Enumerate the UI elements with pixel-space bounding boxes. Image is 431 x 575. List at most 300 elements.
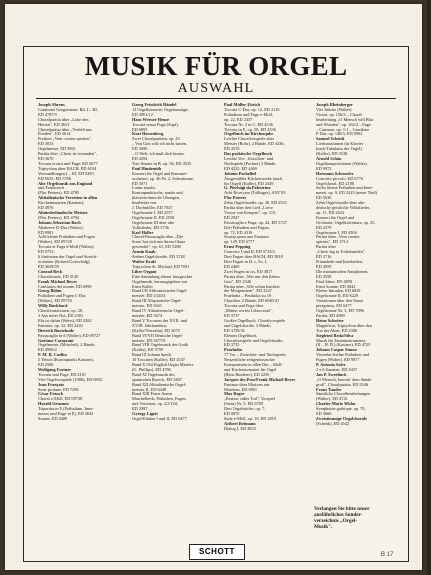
work-line: Drei Orgelstücke, op. 7,: [224, 407, 266, 412]
work-line: ED 3729/31: [224, 328, 245, 333]
work-line: Choralvariationen, op. 28,: [38, 309, 83, 314]
composer-name: Ernst Pepping: [224, 244, 251, 250]
work-line: ED 2279: [316, 225, 332, 230]
catalog-entry: [316, 348, 396, 363]
work-line: Partita über „Christ ist erstanden",: [38, 152, 97, 157]
catalog-entry: [316, 172, 396, 319]
work-line: ED 4959: [316, 264, 332, 269]
composer-name: Willy Burkhard: [38, 303, 68, 309]
work-line: (Schenk), ED 4542: [316, 421, 350, 426]
work-line: Musik für Tasteninstrumente: [316, 338, 366, 343]
work-line: meister, ED 3677/8: [132, 338, 166, 343]
work-line: Toccata et Fuga d-Moll (Walter),: [38, 245, 95, 250]
work-line: „O Mensch, bewein' dein Sünde: [316, 377, 372, 382]
work-line: Die marianischen Antiphonen,: [316, 269, 369, 274]
composer-name: Johann Sebastian Bach: [38, 219, 81, 225]
work-line: (II – H. D.) (Kastner), ED 4725: [316, 343, 371, 348]
catalog-entry: [38, 103, 118, 182]
catalog-entry: [132, 103, 212, 118]
work-line: Passacaglia e Fuga, op. 42, ED 3727: [224, 220, 287, 225]
work-line: groß", Choralpartita, ED 5546: [316, 382, 368, 387]
work-line: op. 22, ED 2337: [224, 117, 253, 122]
work-line: Kirchentonarten (Kastner),: [38, 201, 85, 206]
work-line: Maichelbeck, Präludien, Fugen: [132, 397, 186, 402]
work-line: Sieben Orgelchoräle, ED 3728: [132, 255, 185, 260]
work-line: Orgelsonate III über alte: [132, 220, 175, 225]
work-line: (G. Phillips), ED 4786: [132, 367, 171, 372]
composer-name: Alte Orgelmusik aus England: [38, 180, 93, 186]
composer-name: Altitalienische Versetten in allen: [38, 195, 98, 201]
catalog-entry: [316, 137, 396, 157]
composer-name: Frank Michael Beyer: [38, 278, 78, 284]
work-line: ED 5635, ED 5768: [38, 176, 71, 181]
catalog-entry: [224, 392, 304, 421]
work-line: Sonn' hat sich mit ihrem Glanz: [132, 240, 186, 245]
catalog-entry: [224, 422, 304, 432]
work-line: Orgelsonate I, ED 2557: [132, 210, 173, 215]
work-line: Neuzeitliche zeitgenössischer: [224, 358, 275, 363]
composer-name: Jacques des Prez/Frank Michael Beyer: [224, 376, 296, 382]
composer-name: Arnold Schön: [316, 155, 342, 161]
notice-line: Verlangen Sie bitte unser: [314, 506, 370, 512]
composer-name: Jan P. Sweelinck: [316, 371, 347, 377]
work-line: Ausgewählte Kirchenwerke (auch: [224, 176, 283, 181]
work-line: (Stein) Nr. 5, ED 6769: [224, 402, 263, 407]
composer-name: Harald Genzmer: [38, 401, 70, 407]
work-line: Drei Präludien und Fugen,: [224, 225, 270, 230]
work-line: Herren", ED 3613: [38, 122, 70, 127]
work-line: „Komm, süßer Tod", Vorspiel: [224, 397, 275, 402]
work-line: Concerto piccolo, ED 6776: [316, 176, 364, 181]
composer-name: Paul Müller-Zürich: [224, 102, 261, 107]
composer-name: Samuel Scheidt: [316, 136, 345, 142]
work-line: meister II, ED 6448: [132, 387, 167, 392]
work-line: Allabreve D-Dur (Walter),: [38, 225, 84, 230]
notice-line: ausführliches Sonder-: [314, 512, 363, 518]
work-line: Ludus tonalis: [132, 186, 156, 191]
catalog-entry: [224, 152, 304, 172]
work-line: „Christ lag in Todesbanden",: [316, 250, 366, 255]
composer-name: Liber Organi: [132, 268, 157, 274]
work-line: Symphonie gothique, op. 70,: [316, 407, 366, 412]
work-line: op. 129, ED 6777: [224, 240, 255, 245]
notice-line: verzeichnis „Orgel-: [314, 518, 358, 524]
work-line: ED 9972: [316, 166, 332, 171]
composer-name: César Franck: [38, 391, 64, 397]
work-line: Meister (Rohr), 2 Bände, ED 4336,: [224, 142, 285, 147]
work-line: Ehr ist dahin (Weiss), ED 2382: [38, 318, 92, 323]
work-line: Partita über den Lied „Lieve: [224, 206, 273, 211]
work-line: 6 Sinfonien der Orgel und Streich-: [38, 255, 98, 260]
composer-name: Flor Peeters: [224, 195, 247, 201]
catalog-entry: [316, 103, 396, 137]
composer-name: Kurt Hessenberg: [132, 131, 164, 137]
work-line: der Morgenstern", ED 2247: [224, 289, 272, 294]
work-line: klaviertechnische Übungen,: [132, 196, 180, 201]
catalog-entry: [316, 334, 396, 349]
composer-name: Johann Caspar Simon: [316, 347, 357, 353]
work-line: ED 4570: [224, 147, 240, 152]
work-line: (Kaller), ED 3538: [316, 152, 348, 157]
composer-name: Joseph Rheinberger: [316, 102, 353, 107]
composer-name: Orgelbuch im Kirchenjahr: [224, 131, 274, 137]
work-line: Sonate, ED 4489: [38, 417, 68, 421]
work-line: ED 9981: [38, 230, 54, 235]
work-line: Toccata senza Fuga (Zapf),: [132, 122, 179, 127]
work-line: Choral a-Moll, ED 09738: [38, 397, 83, 402]
work-line: Orgel-Etüden I und II, ED 6477: [132, 417, 187, 421]
catalog-entry: [224, 196, 304, 245]
catalog-page: [5, 4, 422, 570]
catalog-entry: [132, 167, 212, 231]
work-line: Präludium und Fuge e-Moll,: [224, 112, 273, 117]
work-line: Choralpartita über „Lobe den: [38, 117, 89, 122]
work-line: ED 0970: [224, 412, 240, 417]
work-line: 10 Toccaten (Kaller), ED 4537: [132, 358, 185, 363]
work-line: Zehn Orgelchoräle, op. 39, ED 2533: [224, 201, 287, 206]
notice-line: Musik".: [314, 524, 333, 530]
composer-name: Gaetano Corazzani: [38, 337, 74, 343]
work-line: ED 3658/59: [38, 264, 59, 269]
composer-name: Joseph Ahrens: [38, 102, 65, 107]
composer-name: G. Pierluigi da Palestrina: [224, 185, 271, 191]
page-number: B 17: [381, 552, 394, 558]
work-line: ED 5636: [316, 196, 332, 201]
work-line: Fantasie über Motiven aus: [224, 382, 270, 387]
work-line: deutsche geistliche Volkslieder,: [316, 206, 370, 211]
composer-name: Paul Hindemith: [132, 165, 162, 171]
work-line: Band IX Johann Speth,: [132, 353, 172, 358]
catalog-entry: [132, 231, 212, 251]
catalog-request-notice: [314, 506, 398, 538]
work-line: (Flor Peeters), ED 4785: [38, 191, 80, 196]
work-line: Präambeln und Interludien,: [316, 260, 363, 264]
work-line: (Kaller/Vierzehn), ED 3675: [132, 328, 180, 333]
composer-name: Aribert Reimann: [224, 420, 256, 426]
work-line: Präludien und Fugen C-Dur: [38, 294, 86, 299]
work-line: Kleine Intraden, ED 6829: [316, 289, 361, 294]
work-line: Toccata und Fuge über: [224, 304, 264, 309]
work-line: Suite profane, ED 7296: [38, 387, 79, 392]
work-line: Zehn Orgelchoräle über alte-: [316, 201, 366, 206]
work-line: Partita, ED 4989: [316, 313, 345, 318]
composer-name: Franz Tunder: [316, 386, 342, 392]
work-line: Konzert für Orgel und: [316, 215, 355, 220]
work-line: Ernst Kaller: [132, 284, 153, 289]
catalog-entry: [316, 157, 396, 172]
work-line: spanischen Barock, ED 5467: [132, 377, 182, 382]
work-line: Acht Ricercare (Tollinger), ANT 83: [224, 191, 286, 196]
work-line: ED 4335, ED 4469: [224, 166, 257, 171]
work-line: Sämtliche Choralbearbeitungen: [316, 392, 371, 397]
work-line: Canciones del monte, ED 6990: [38, 284, 92, 289]
work-line: und Versetten, op. 2/3 Teil,: [132, 402, 179, 407]
work-line: ED 6895: [132, 127, 148, 132]
catalog-entry: [38, 339, 118, 354]
work-line: Leichte Vor-, Zwischen- und: [224, 156, 274, 161]
work-line: bearbeitet von: [132, 201, 157, 206]
catalog-entry: [224, 378, 304, 393]
work-line: Trio-Sonate in B, op. 56, ED 4535: [132, 161, 192, 166]
catalog-entry: [224, 172, 304, 187]
work-line: bearbeitung „O Mensch will Blut: [316, 117, 374, 122]
work-line: 3 Aus tiefer Not, ED 2381: [38, 313, 84, 318]
work-line: meister, ED 2343/4: [132, 294, 166, 299]
work-line: (Walter), ED 4741: [316, 397, 348, 402]
work-line: ED 4294: [132, 156, 148, 161]
work-line: Orgelsonate I, ED 4306: [316, 230, 357, 235]
catalog-entry: [316, 388, 396, 403]
work-line: 5 Tentos (Kontrapunkt Kastner),: [38, 358, 94, 363]
work-line: Konzert für Orgel und Kammer-: [132, 171, 188, 176]
work-line: Choral-Passacaglia über „Die: [132, 235, 183, 240]
catalog-entry: [38, 402, 118, 422]
work-line: und Wunden", op. 162/4 – Fuge: [316, 122, 371, 127]
catalog-entry: [38, 182, 118, 197]
catalog-entry: [224, 103, 304, 132]
work-line: Sechs kleine Präludien und Inter-: [316, 186, 374, 191]
work-line: Triptychon über BACH, ED 6194: [38, 166, 97, 171]
work-line: Band I/II Altfranzösische Orgel-: [132, 289, 188, 294]
composer-name: P. M. R. Coelho: [38, 352, 67, 358]
work-line: ED 3801/12: [132, 112, 153, 117]
work-line: Toccata C-Dur, op. 12, ED 2116: [224, 107, 280, 112]
work-line: Ton der Alten, ED 2380: [316, 328, 358, 333]
work-line: ED 3735: [224, 343, 240, 348]
work-line: Choralsonate, ED 4149: [38, 274, 79, 279]
work-line: Partita über „Wer nur den lieben: [224, 274, 280, 279]
composer-name: Altniederländische Meister: [38, 209, 88, 215]
composer-name: Max Reger: [224, 391, 245, 397]
work-line: Passacaglia in d (Walter), ED 09727: [38, 333, 101, 338]
composer-name: Karl Höller: [132, 229, 154, 235]
work-line: Variationen über den Tonus: [316, 299, 364, 304]
composer-name: György Ligeti: [132, 411, 158, 417]
work-line: XVIII. Jahrhunderts: [132, 323, 167, 328]
page-title: MUSIK FÜR ORGEL: [84, 51, 348, 81]
work-line: Zwei Fugen in cis, ED 3817: [224, 269, 273, 274]
work-line: Sonata quasi una Fantasia: [224, 235, 269, 240]
work-line: Orgelmesse, ED 3861: [38, 147, 76, 152]
work-line: Dialog I, ED 4823: [224, 426, 256, 431]
publisher-logo: SCHOTT: [189, 544, 245, 560]
work-line: Kleines Orgelbuch,: [224, 333, 258, 338]
work-line: J. Dorfmüller, ED 7027: [132, 206, 173, 211]
catalog-column-3: [224, 103, 304, 432]
work-line: ED 4558: [316, 274, 332, 279]
work-line: op. 72, ED 4316: [224, 230, 253, 235]
work-line: Frieden", ED 3614: [38, 132, 71, 137]
work-line: ED 3666: [316, 412, 332, 417]
work-line: Zwei Choralpartiten, op. 43: [132, 137, 180, 142]
work-line: meister, ED 3621: [132, 304, 163, 309]
book-spine-edge: [427, 0, 431, 575]
work-line: orchester, op. 46 Nr. 2, Solostimme,: [132, 176, 194, 181]
work-line: Kontrapunktische, tonale und: [132, 191, 183, 196]
composer-name: Praeludia: [224, 347, 242, 353]
work-line: Partita über „Wie schön leuchtet: [224, 284, 280, 289]
work-line: – Von Gott will ich nicht lassen,: [132, 142, 188, 147]
work-line: Magnificat, Triptychon über den: [316, 323, 372, 328]
work-line: Verwandlungen I – III, ED 5395,: [38, 171, 95, 176]
work-line: peregrinus, ED 6477: [316, 304, 352, 309]
catalog-entry: [38, 196, 118, 211]
work-line: 2 x 6 Sonaten, ED 6437: [316, 367, 358, 372]
page-subtitle: AUSWAHL: [177, 81, 255, 96]
work-line: Komponisten in allen Dur – Moll-: [224, 363, 283, 368]
composer-name: Hans Werner Henze: [132, 116, 170, 122]
work-line: Toccata Nr. 2 in C, ED 4536: [224, 122, 273, 127]
catalog-entry: [38, 368, 118, 383]
work-line: Orgelsonate II, ED 2558: [132, 215, 175, 220]
work-line: Band III Altspanische Orgel-: [132, 299, 182, 304]
work-line: Vision, op. 156/3 – Choral-: [316, 112, 364, 117]
work-line: Concerto I und II, ED 3733/4: [224, 250, 275, 255]
composer-name: Siegfried Reda/Silva: [316, 332, 354, 338]
composer-name: Conrad Beck: [38, 268, 63, 274]
work-line: ED 3813: [38, 142, 54, 147]
work-line: Nachspiele (Pachter) 2 Bände,: [224, 161, 277, 166]
work-line: gewendet", op. 61, ED 5288: [132, 245, 181, 250]
work-line: Toccata in E, op. 50, ED 4536: [224, 127, 276, 132]
composer-name: Heinz Schröter: [316, 317, 344, 323]
work-line: Band V Toccaten des XVII. und: [132, 318, 188, 323]
work-line: ED 3670: [38, 156, 54, 161]
work-line: ED 4787/9: [38, 112, 57, 117]
work-line: Chorälen, 2 Bände, ED 6040/41: [224, 299, 280, 304]
work-line: (Walter), ED 09753: [38, 299, 72, 304]
catalog-entry: [38, 289, 118, 304]
composer-name: Georg Böhm: [38, 288, 62, 294]
work-line: Orchester, Orgelklaviatura, op. 25,: [316, 220, 376, 225]
work-line: mezzo und Fuge in F), ED 3842: [38, 412, 94, 417]
catalog-entry: [316, 402, 396, 417]
work-line: (Walter), ED 09720: [38, 240, 72, 245]
composer-name: Walter Kraft: [132, 259, 156, 264]
work-line: ED 2506: [38, 363, 54, 368]
work-line: Partita über „Veni creator: [316, 235, 360, 240]
work-line: Vier Orgelvorspiele (1986), ED 6992: [38, 377, 102, 382]
work-line: und Kirchentonarten für Orgel: [224, 367, 277, 372]
catalog-column-1: [38, 103, 118, 422]
catalog-entry: [38, 221, 118, 270]
work-line: Band XII Altitalienische Orgel-: [132, 382, 187, 387]
catalog-entry: [38, 353, 118, 368]
work-line: (Kaller), ED 3759: [132, 348, 164, 353]
work-line: meister, ED 3674: [132, 313, 163, 318]
work-line: Triptychon St. Michael, ED 7091: [132, 264, 190, 269]
work-line: Gott", ED 2346: [224, 279, 251, 284]
work-line: – O Welt, ich muß dich lassen,: [132, 152, 185, 157]
composer-name: Wolfgang Fortner: [38, 366, 72, 372]
composer-name: Dietrich Buxtehude: [38, 327, 74, 333]
work-line: Orgelmesse, (Möschel), 2 Bände,: [38, 343, 96, 348]
work-line: für Orgel) (Kaller), ED 2349: [224, 181, 274, 186]
catalog-entry: [316, 373, 396, 388]
composer-name: Jean Françaix: [38, 381, 65, 387]
work-line: Vrouw van Kempen", op. 115,: [224, 210, 277, 215]
work-line: – Canzone, op. 1/1 – Cantilene: [316, 127, 370, 132]
work-line: Fünf Sätze, ED 4858: [316, 279, 353, 284]
catalog-entry: [224, 245, 304, 348]
catalog-column-2: [132, 103, 212, 422]
work-line: Praeludia – Postludia zu 18: [224, 294, 272, 299]
work-line: Drei Fugen in D, c, Es, f,: [224, 260, 268, 264]
work-line: Orgelkompositionen (Walter),: [316, 161, 368, 166]
catalog-entry: [224, 132, 304, 152]
work-line: Band XIII Franz Anton: [132, 392, 172, 397]
catalog-entry: [316, 319, 396, 334]
work-line: ED 3737: [224, 313, 240, 318]
catalog-entry: [132, 132, 212, 166]
work-line: Drei Fugen über BACH, ED 3818: [224, 255, 283, 260]
work-line: Cantiones Gregorianae, Bd. I – III,: [38, 107, 98, 112]
work-line: Ernst Sonate, ED 4942: [316, 284, 356, 289]
work-line: orchester (Kobert/Gottschalg),: [38, 260, 91, 264]
work-line: (nach Tabulatur der Orgel): [316, 147, 362, 152]
work-line: 77 Vor – Zwischen- und Nachspiele,: [224, 353, 287, 358]
work-line: ED 2460: [224, 264, 240, 269]
work-line: ED 3690: [132, 147, 148, 152]
work-line: Großes Orgelbuch, Choralvorspiele: [224, 318, 286, 323]
work-line: Leichte Choralvorspiele alter: [224, 137, 275, 142]
work-line: Tripartita in F (Präludium, Inter-: [38, 407, 94, 412]
work-line: ED 2947: [224, 215, 240, 220]
composer-name: Charles-Marie Widor: [316, 401, 356, 407]
work-line: Vier Stücke (Walter): [316, 107, 352, 112]
work-line: Band XI Orgelmusik des: [132, 372, 175, 377]
work-line: Choralpartita über „Verleih uns: [38, 127, 92, 132]
work-line: und Frankreich: [38, 186, 65, 191]
work-line: Vierzehn leichte Präludien und: [316, 353, 370, 358]
work-line: spiritus", ED 3714: [316, 240, 348, 245]
work-line: 12 Orgelkonzerte, Orgelauszüge,: [132, 107, 189, 112]
catalog-frame: [23, 46, 409, 562]
catalog-entry: [38, 304, 118, 329]
work-line: ED 9753: [38, 250, 54, 255]
work-line: Toccata eroica und Fuge, ED 2677: [38, 161, 98, 166]
work-line: Band X Old English Organ Masters: [132, 363, 194, 368]
composer-name: P. Antonio Soler: [316, 362, 346, 368]
composer-name: Das praktische Orgelbuch: [224, 151, 272, 157]
composer-name: Hermann Schroeder: [316, 170, 354, 176]
work-line: mezzi, op. 9, ED 2323 (neuer Titel): [316, 191, 377, 196]
work-line: (Hans Rinderer), ED 2250: [224, 372, 270, 377]
work-line: Band VIII Orgelmusik der Gotik: [132, 343, 189, 348]
work-line: Suite e-Moll, op. 16, ED 2810: [224, 417, 277, 421]
catalog-entry: [224, 348, 304, 377]
work-line: Fugen (Walter), ED 9877: [316, 358, 360, 363]
work-line: Orgelsonate II, ED 6229: [316, 294, 359, 299]
work-line: Acht kleine Präludien und Fugen: [38, 235, 95, 240]
work-line: Liedvariationen für Klavier: [316, 142, 364, 147]
composer-name: Zweistimmige Orgelchoräle: [316, 416, 367, 421]
catalog-entry: [132, 118, 212, 133]
work-line: Orgelmusik, herausgegeben von: [132, 279, 188, 284]
work-line: Fantasie, op. 32, ED 2243: [38, 323, 83, 328]
work-line: (Flor Peeters), ED 4784: [38, 215, 80, 220]
composer-name: Georg Friedrich Händel: [132, 102, 177, 107]
work-line: Orgelchoral, ED 2188: [316, 181, 354, 186]
catalog-entry: [316, 417, 396, 427]
work-line: Orgelsonate Nr. 3, ED 7096: [316, 309, 364, 314]
work-line: und Orgelchoräle, 3 Bände,: [224, 323, 272, 328]
work-line: Volkslieder, ED 3736: [132, 225, 169, 230]
catalog-entry: [132, 270, 212, 412]
work-line: ED 3071: [132, 181, 148, 186]
composer-name: Armin Knab: [132, 249, 156, 255]
work-line: Partita über: [316, 245, 336, 250]
